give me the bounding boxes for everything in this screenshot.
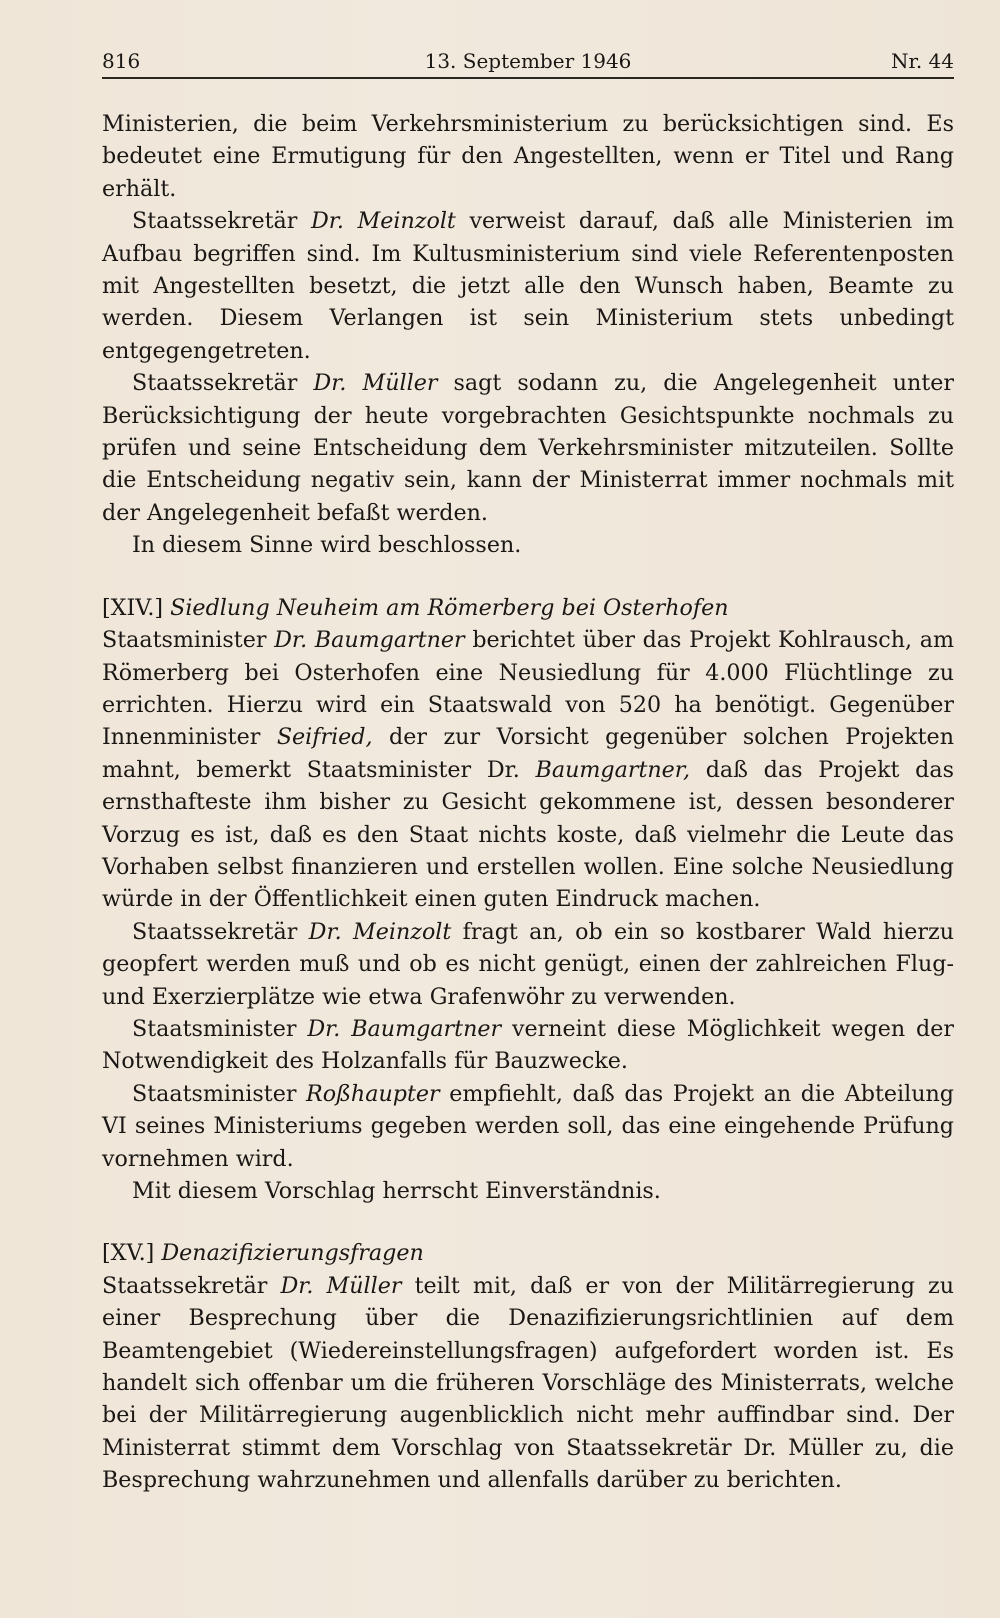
header-date: 13. September 1946 xyxy=(424,49,632,73)
paragraph: Staatssekretär Dr. Müller sagt sodann zu, die Angelegenheit unter Berücksichtigung der heute vorgebrachten Gesichtspunkte nochmals zu prüfen und seine Entscheidung dem Verkehrsminister mitzuteilen. Sollte die Entscheidung negativ sein, kann der Ministerrat immer nochmals mit der Angelegenheit befaßt werden. xyxy=(102,370,954,526)
person-name: Dr. Müller xyxy=(280,1272,402,1299)
person-name: Dr. Meinzolt xyxy=(310,208,456,235)
document-body xyxy=(102,108,954,1497)
paragraph: Staatsminister Roßhaupter empfiehlt, daß das Projekt an die Abteilung VI seines Ministeriums gegeben werden soll, das eine eingehende Prüfung vornehmen wird. xyxy=(102,1080,954,1172)
section-number: [XV.] xyxy=(102,1240,155,1267)
paragraph: Ministerien, die beim Verkehrsministerium zu berücksichtigen sind. Es bedeutet eine Ermutigung für den Angestellten, wenn er Titel und Rang erhält. xyxy=(102,111,954,202)
person-name: Dr. Müller xyxy=(313,370,438,397)
paragraph: Staatsminister Dr. Baumgartner berichtet über das Projekt Kohlrausch, am Römerberg bei Osterhofen eine Neusiedlung für 4.000 Flüchtlinge zu errichten. Hierzu wird ein Staatswald von 520 ha benötigt. Gegenüber Innenminister Seifried, der zur Vorsicht gegenüber solchen Projekten mahnt, bemerkt Staatsminister Dr. Baumgartner, daß das Projekt das ernsthafteste ihm bisher zu Gesicht gekommene ist, dessen besonderer Vorzug es ist, daß es den Staat nichts koste, daß vielmehr die Leute das Vorhaben selbst finanzieren und erstellen wollen. Eine solche Neusiedlung würde in der Öffentlichkeit einen guten Eindruck machen. xyxy=(102,627,954,913)
paragraph: Staatssekretär Dr. Meinzolt verweist darauf, daß alle Ministerien im Aufbau begriffen sind. Im Kultusministerium sind viele Referentenposten mit Angestellten besetzt, die jetzt alle den Wunsch haben, Beamte zu werden. Diesem Verlangen ist sein Ministerium stets unbedingt entgegengetreten. xyxy=(102,208,954,364)
person-name: Baumgartner, xyxy=(535,756,691,783)
person-name: Seifried, xyxy=(276,724,373,751)
page-header xyxy=(102,46,954,76)
person-name: Roßhaupter xyxy=(306,1080,440,1107)
issue-number: Nr. 44 xyxy=(890,49,954,73)
paragraph: Mit diesem Vorschlag herrscht Einverständnis. xyxy=(132,1178,661,1204)
section-number: [XIV.] xyxy=(102,594,164,621)
section-heading-xv xyxy=(102,1237,954,1269)
paragraph: Staatssekretär Dr. Meinzolt fragt an, ob ein so kostbarer Wald hierzu geopfert werden muß und ob es nicht genügt, einen der zahlreichen Flug- und Exerzierplätze wie etwa Grafenwöhr zu verwenden. xyxy=(102,918,954,1010)
section-title: Siedlung Neuheim am Römerberg bei Osterhofen xyxy=(170,594,729,621)
section-heading-xiv xyxy=(102,592,954,624)
page-number: 816 xyxy=(102,49,141,73)
person-name: Dr. Baumgartner xyxy=(274,627,465,654)
paragraph: In diesem Sinne wird beschlossen. xyxy=(132,532,522,559)
section-title: Denazifizierungsfragen xyxy=(161,1240,424,1267)
header-rule xyxy=(102,77,954,79)
person-name: Dr. Baumgartner xyxy=(307,1015,502,1042)
paragraph: Staatsminister Dr. Baumgartner verneint diese Möglichkeit wegen der Notwendigkeit des Holzanfalls für Bauzwecke. xyxy=(102,1015,954,1075)
person-name: Dr. Meinzolt xyxy=(308,918,452,945)
paragraph: Staatssekretär Dr. Müller teilt mit, daß er von der Militärregierung zu einer Besprechung über die Denazifizierungsrichtlinien auf dem Beamtengebiet (Wiedereinstellungsfragen) aufgefordert worden ist. Es handelt sich offenbar um die früheren Vorschläge des Ministerrats, welche bei der Militärregierung augenblicklich nicht mehr auffindbar sind. Der Ministerrat stimmt dem Vorschlag von Staatssekretär Dr. Müller zu, die Besprechung wahrzunehmen und allenfalls darüber zu berichten. xyxy=(102,1272,954,1494)
